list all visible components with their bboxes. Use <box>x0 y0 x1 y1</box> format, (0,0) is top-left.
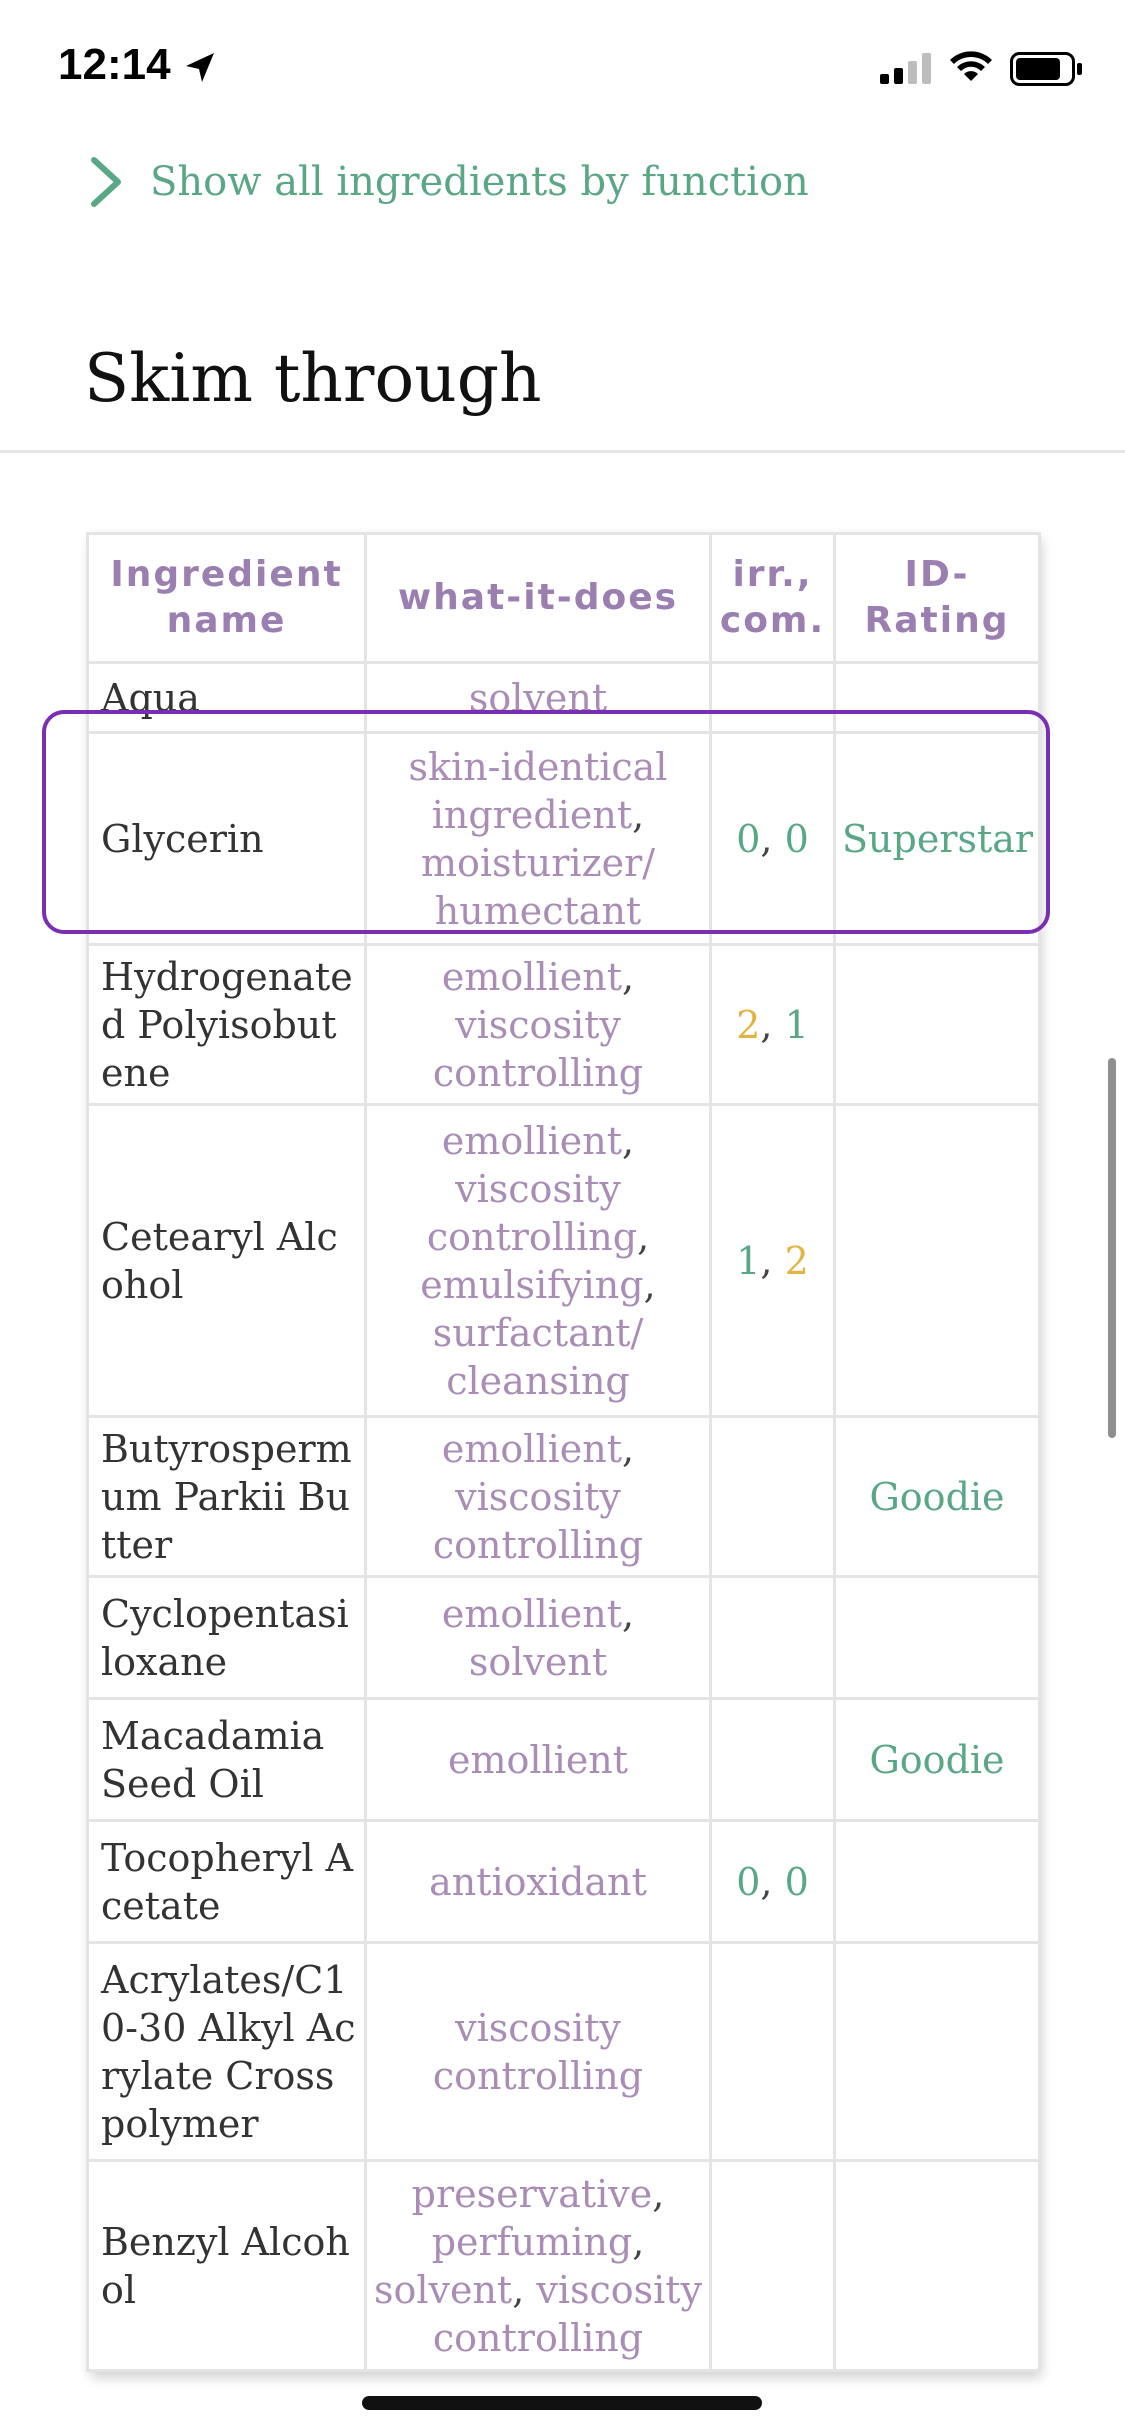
separator: , <box>760 1859 785 1904</box>
status-bar <box>0 0 1125 140</box>
separator: , <box>637 1214 650 1259</box>
cellular-signal-icon <box>880 52 936 84</box>
what-it-does-cell <box>366 2161 711 2371</box>
irr-com-cell <box>711 663 835 733</box>
wifi-icon <box>948 48 994 84</box>
what-it-does-cell <box>366 1699 711 1821</box>
comedogenicity-value: 0 <box>784 816 809 861</box>
function-link[interactable]: emollient <box>441 954 622 999</box>
function-link[interactable]: surfactant/ cleansing <box>432 1310 644 1403</box>
function-link[interactable]: perfuming <box>431 2219 633 2264</box>
irr-com-cell <box>711 1943 835 2161</box>
id-rating-cell <box>835 945 1040 1105</box>
ingredient-name[interactable]: Glycerin <box>88 733 366 945</box>
header-ingredient-name[interactable]: Ingredient name <box>88 534 366 663</box>
function-link[interactable]: solvent <box>468 1639 608 1684</box>
irr-com-cell <box>711 1577 835 1699</box>
separator: , <box>622 1426 635 1471</box>
ingredient-name[interactable]: Cyclopentasiloxane <box>88 1577 366 1699</box>
table-row <box>88 1417 1040 1577</box>
irr-com-cell <box>711 2161 835 2371</box>
table-row <box>88 1105 1040 1417</box>
function-link[interactable]: viscosity controlling <box>426 1166 638 1259</box>
separator: , <box>622 1591 635 1636</box>
function-link[interactable]: emulsifying <box>420 1262 644 1307</box>
home-indicator[interactable] <box>362 2396 762 2410</box>
ingredient-name[interactable]: Cetearyl Alcohol <box>88 1105 366 1417</box>
irr-com-cell <box>711 733 835 945</box>
ingredient-name[interactable]: Aqua <box>88 663 366 733</box>
what-it-does-cell <box>366 1577 711 1699</box>
irr-com-cell <box>711 1417 835 1577</box>
function-link[interactable]: preservative <box>411 2171 653 2216</box>
table-row <box>88 733 1040 945</box>
function-link[interactable]: viscosity controlling <box>432 2005 644 2098</box>
chevron-right-icon <box>88 156 124 208</box>
table-row <box>88 1699 1040 1821</box>
what-it-does-cell <box>366 1105 711 1417</box>
location-arrow-icon <box>182 50 218 86</box>
function-link[interactable]: solvent <box>468 675 608 720</box>
separator: , <box>512 2267 537 2312</box>
show-all-label: Show all ingredients by function <box>150 159 809 205</box>
header-what-it-does[interactable]: what-it-does <box>366 534 711 663</box>
show-all-ingredients-link[interactable] <box>88 152 809 212</box>
irr-com-cell <box>711 1821 835 1943</box>
id-rating-cell <box>835 1105 1040 1417</box>
function-link[interactable]: viscosity controlling <box>432 2267 703 2360</box>
table-row <box>88 663 1040 733</box>
separator: , <box>760 1238 785 1283</box>
id-rating-cell[interactable]: Goodie <box>835 1699 1040 1821</box>
table-row <box>88 1943 1040 2161</box>
ingredient-name[interactable]: Acrylates/C10-30 Alkyl Acrylate Crosspolymer <box>88 1943 366 2161</box>
separator: , <box>652 2171 665 2216</box>
separator: , <box>632 792 645 837</box>
id-rating-cell <box>835 1821 1040 1943</box>
what-it-does-cell <box>366 663 711 733</box>
separator: , <box>622 954 635 999</box>
divider <box>0 450 1125 453</box>
id-rating-cell <box>835 1577 1040 1699</box>
irritancy-value: 2 <box>736 1002 761 1047</box>
id-rating-cell[interactable]: Superstar <box>835 733 1040 945</box>
what-it-does-cell <box>366 1417 711 1577</box>
table-row <box>88 2161 1040 2371</box>
function-link[interactable]: emollient <box>441 1426 622 1471</box>
what-it-does-cell <box>366 733 711 945</box>
what-it-does-cell <box>366 1943 711 2161</box>
status-time: 12:14 <box>58 40 171 89</box>
ingredient-name[interactable]: Macadamia Seed Oil <box>88 1699 366 1821</box>
what-it-does-cell <box>366 945 711 1105</box>
id-rating-cell <box>835 663 1040 733</box>
table-row <box>88 1821 1040 1943</box>
irritancy-value: 0 <box>736 1859 761 1904</box>
table-row <box>88 945 1040 1105</box>
comedogenicity-value: 1 <box>784 1002 809 1047</box>
id-rating-cell[interactable]: Goodie <box>835 1417 1040 1577</box>
separator: , <box>622 1118 635 1163</box>
ingredient-name[interactable]: Hydrogenated Polyisobutene <box>88 945 366 1105</box>
separator: , <box>643 1262 656 1307</box>
scrollbar[interactable] <box>1108 1058 1116 1438</box>
what-it-does-cell <box>366 1821 711 1943</box>
function-link[interactable]: emollient <box>441 1118 622 1163</box>
ingredient-name[interactable]: Butyrospermum Parkii Butter <box>88 1417 366 1577</box>
ingredient-name[interactable]: Tocopheryl Acetate <box>88 1821 366 1943</box>
separator: , <box>632 2219 645 2264</box>
irr-com-cell <box>711 945 835 1105</box>
function-link[interactable]: antioxidant <box>429 1859 647 1904</box>
separator: , <box>760 1002 785 1047</box>
battery-icon <box>1010 52 1084 86</box>
function-link[interactable]: viscosity controlling <box>432 1474 644 1567</box>
section-title: Skim through <box>84 340 542 417</box>
irritancy-value: 0 <box>736 816 761 861</box>
separator: , <box>760 816 785 861</box>
comedogenicity-value: 2 <box>784 1238 809 1283</box>
ingredient-name[interactable]: Benzyl Alcohol <box>88 2161 366 2371</box>
table-header-row <box>88 534 1040 663</box>
header-id-rating[interactable]: ID-Rating <box>835 534 1040 663</box>
function-link[interactable]: emollient <box>447 1737 629 1782</box>
function-link[interactable]: viscosity controlling <box>432 1002 644 1095</box>
id-rating-cell <box>835 1943 1040 2161</box>
function-link[interactable]: moisturizer/ humectant <box>420 840 656 933</box>
table-row <box>88 1577 1040 1699</box>
comedogenicity-value: 0 <box>784 1859 809 1904</box>
id-rating-cell <box>835 2161 1040 2371</box>
irr-com-cell <box>711 1105 835 1417</box>
function-link[interactable]: solvent <box>373 2267 513 2312</box>
function-link[interactable]: skin-identical ingredient <box>408 744 668 837</box>
header-irr-com[interactable]: irr., com. <box>711 534 835 663</box>
irr-com-cell <box>711 1699 835 1821</box>
function-link[interactable]: emollient <box>441 1591 622 1636</box>
irritancy-value: 1 <box>736 1238 761 1283</box>
ingredients-table <box>86 532 1038 2372</box>
